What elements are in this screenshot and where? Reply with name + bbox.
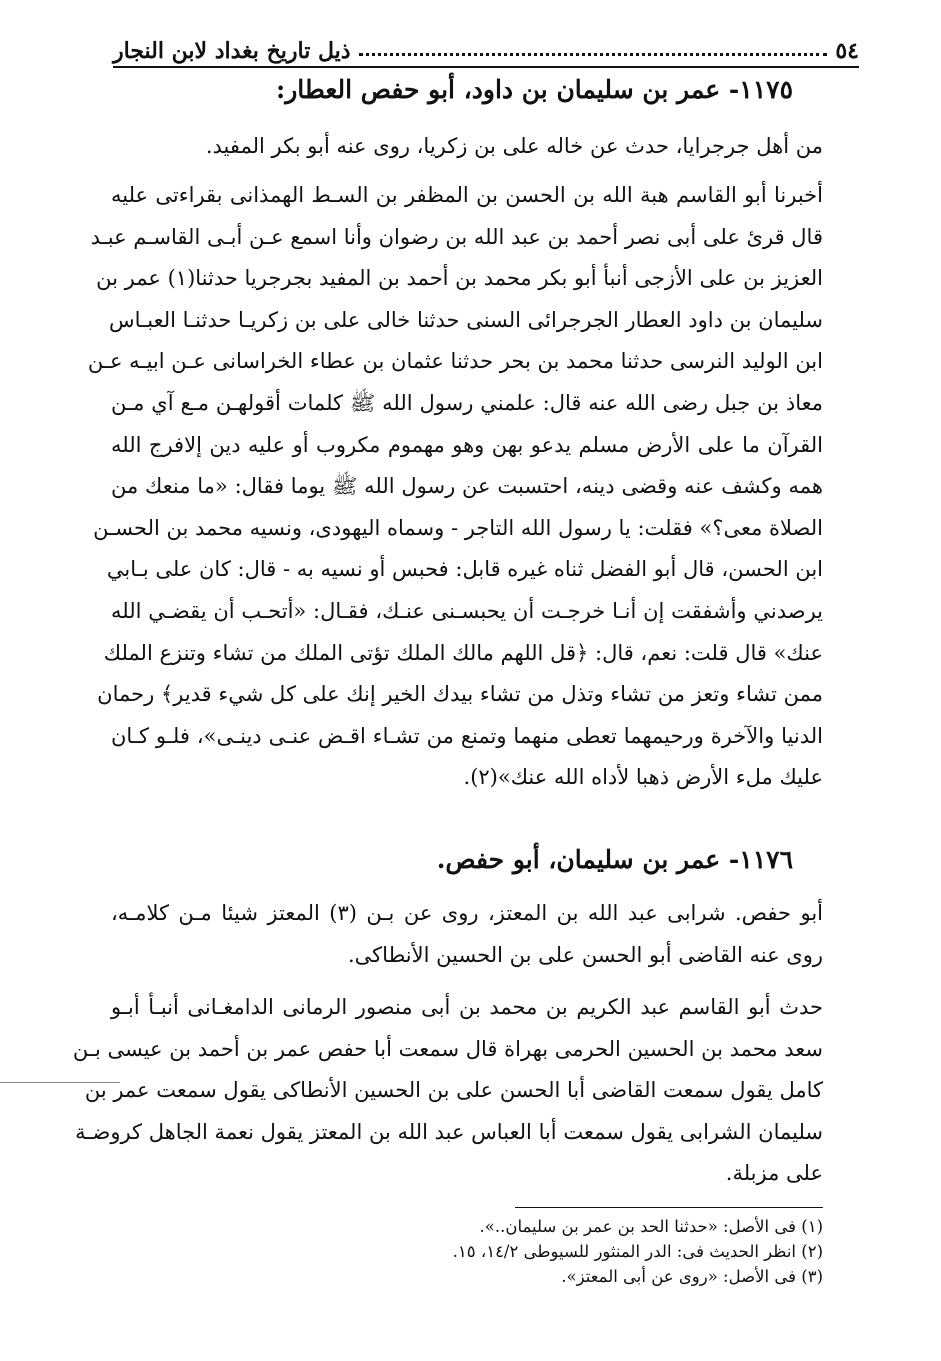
text-line: من أهل جرجرايا، حدث عن خاله على بن زكريا، روى عنه أبو بكر المفيد. — [205, 134, 823, 158]
entry-title: ١١٧٦- عمر بن سليمان، أبو حفص. — [436, 845, 793, 874]
footnote: (٣) فى الأصل: «روى عن أبى المعتز». — [561, 1267, 823, 1286]
text-line: على مزبلة. — [725, 1161, 823, 1186]
text-line: حدث أبو القاسم عبد الكريم بن محمد بن أبى منصور الرمانى الدامغـانى أنبـأ أبـو — [111, 995, 823, 1019]
text-line: سليمان الشرابى يقول سمعت أبا العباس عبد الله بن المعتز يقول نعمة الجاهل كروضـة — [75, 1119, 823, 1144]
text-line: أبو حفص. شرابى عبد الله بن المعتز، روى عن بـن (٣) المعتز شيئا مـن كلامـه، — [111, 901, 823, 925]
entry-title: ١١٧٥- عمر بن سليمان بن داود، أبو حفص العطار: — [275, 75, 793, 104]
paragraph — [111, 126, 823, 168]
text-line: همه وكشف عنه وقضى دينه، احتسبت عن رسول الله ﷺ يوما فقال: «ما منعك من — [111, 474, 823, 499]
margin-mark-line — [0, 1082, 120, 1083]
text-line: روى عنه القاضى أبو الحسن على بن الحسين الأنطاكى. — [348, 942, 823, 967]
text-line: الدنيا والآخرة ورحيمهما تعطى منهما وتمنع من تشـاء اقـض عنـى دينـى»، فلـو كـان — [111, 723, 823, 748]
text-line: كامل يقول سمعت القاضى أبا الحسن على بن الحسين الأنطاكى يقول سمعت عمر بن — [84, 1078, 823, 1103]
page-number: ٥٤ — [835, 38, 859, 64]
footnote: (٢) انظر الحديث فى: الدر المنثور للسيوطى ١٤/٢، ١٥. — [452, 1242, 823, 1261]
paragraph — [72, 987, 823, 1195]
running-title: ذيل تاريخ بغداد لابن النجار — [113, 38, 351, 64]
paragraph — [87, 175, 823, 799]
text-line: يرصدني وأشفقت إن أنـا خرجـت أن يحبسـنى عنـك، فقـال: «أتحـب أن يقضـي الله — [111, 598, 823, 623]
text-line: العزيز بن على الأزجى أنبأ أبو بكر محمد بن أحمد بن المفيد بجرجريا حدثنا(١) عمر بن — [96, 266, 823, 291]
text-line: ممن تشاء وتعز من تشاء وتذل من تشاء بيدك الخير إنك على كل شيء قدير﴾ رحمان — [97, 682, 823, 707]
text-line: أخبرنا أبو القاسم هبة الله بن الحسن بن المظفر بن السـط الهمذانى بقراءتى عليه — [111, 183, 823, 207]
text-line: سليمان بن داود العطار الجرجرائى السنى حدثنا خالى على بن زكريـا حدثنـا العبـاس — [109, 307, 823, 332]
footnotes — [111, 1214, 823, 1289]
text-line: القرآن ما على الأرض مسلم يدعو بهن وهو مهموم مكروب أو عليه دين إلافرج الله — [111, 432, 823, 457]
text-line: ابن الحسن، قال أبو الفضل ثناه غيره قابل: فحبس أو نسيه به - قال: كان على بـابي — [106, 557, 823, 582]
text-line: عليك ملء الأرض ذهبا لأداه الله عنك»(٢). — [463, 765, 823, 790]
header-rule — [113, 66, 859, 68]
text-line: عنك» قال قلت: نعم، قال: ﴿قل اللهم مالك الملك تؤتى الملك من تشاء وتنزع الملك — [103, 640, 823, 665]
paragraph — [111, 893, 823, 976]
running-header — [113, 26, 859, 66]
footnote: (١) فى الأصل: «حدثنا الحد بن عمر بن سليمان..». — [479, 1217, 823, 1236]
text-line: سعد محمد بن الحسين الحرمى بهراة قال سمعت أبا حفص عمر بن أحمد بن عيسى بـن — [72, 1036, 823, 1061]
text-line: ابن الوليد النرسى حدثنا محمد بن بحر حدثنا عثمان بن عطاء الخراسانى عـن ابيـه عـن — [87, 349, 823, 374]
footnote-rule — [515, 1207, 823, 1208]
text-line: الصلاة معى؟» فقلت: يا رسول الله التاجر - وسماه اليهودى، ونسيه محمد بن الحسـن — [93, 515, 823, 540]
text-line: معاذ بن جبل رضى الله عنه قال: علمني رسول الله ﷺ كلمات أقولهـن مـع آي مـن — [111, 390, 823, 415]
text-line: قال قرئ على أبى نصر أحمد بن عبد الله بن رضوان وأنا اسمع عـن أبـى القاسـم عبـد — [90, 224, 823, 249]
header-dotted-leader — [359, 53, 828, 56]
